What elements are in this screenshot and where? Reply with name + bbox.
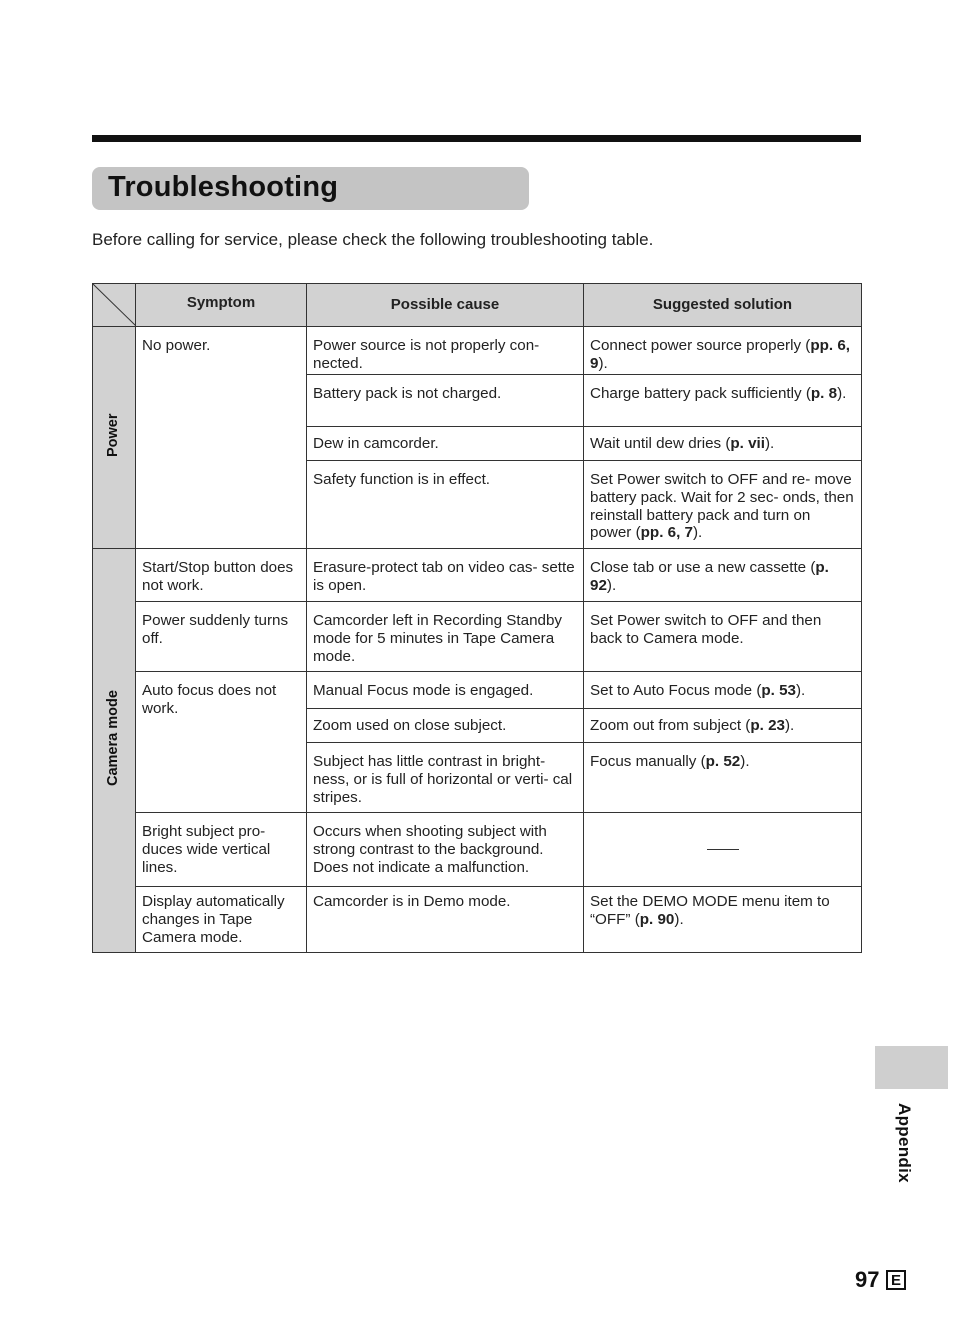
solution-text: Set Power switch to OFF and then back to Camera mode. [590, 612, 822, 647]
page-reference: pp. 6, 7 [640, 524, 693, 542]
solution-text-part: ). [837, 385, 847, 402]
solution-text [584, 709, 861, 735]
cause-text: Camcorder is in Demo mode. [313, 893, 511, 910]
solution-cell [584, 375, 862, 427]
table-row [93, 602, 862, 672]
table-row [93, 887, 862, 953]
table-row [93, 672, 862, 709]
solution-text-part: Connect power source properly ( [590, 337, 811, 354]
solution-text-part: ). [598, 354, 608, 372]
solution-cell [584, 709, 862, 743]
cause-cell [307, 813, 584, 887]
solution-text-part: ). [740, 753, 750, 770]
page-number: 97 [855, 1267, 880, 1292]
cause-cell [307, 461, 584, 549]
solution-cell-empty [584, 813, 862, 887]
cause-cell [307, 743, 584, 813]
category-power [93, 327, 136, 549]
category-camera-mode-label: Camera mode [105, 690, 121, 787]
solution-text [584, 461, 861, 542]
solution-text [584, 549, 861, 595]
symptom-text: Auto focus does not work. [142, 682, 277, 717]
solution-text-part: Close tab or use a new cassette ( [590, 559, 816, 576]
corner-diagonal [93, 284, 136, 326]
page-reference: p. vii [730, 435, 765, 452]
symptom-cell [136, 813, 307, 887]
header-possible-cause: Possible cause [307, 284, 584, 327]
solution-text [584, 887, 861, 929]
title-banner [92, 167, 529, 210]
cause-text: Battery pack is not charged. [313, 385, 502, 402]
category-power-label: Power [105, 413, 121, 458]
cause-text: Safety function is in effect. [313, 471, 491, 488]
language-mark: E [886, 1270, 906, 1290]
section-tab-label: Appendix [895, 1103, 914, 1183]
solution-text [584, 327, 861, 373]
solution-text [584, 743, 861, 771]
solution-cell [584, 602, 862, 672]
cause-cell [307, 427, 584, 461]
page-reference: p. 8 [810, 385, 838, 402]
header-suggested-solution: Suggested solution [584, 284, 862, 327]
symptom-cell [136, 549, 307, 602]
cause-cell [307, 887, 584, 953]
intro-text: Before calling for service, please check the following troubleshooting table. [92, 230, 654, 249]
symptom-text: Power suddenly turns off. [142, 612, 289, 647]
solution-text [584, 672, 861, 700]
cause-text: Occurs when shooting subject with strong contrast to the background. Does not indicate a malfunction. [313, 823, 547, 876]
page-reference: pp. 6, 9 [590, 337, 850, 372]
solution-text [584, 375, 861, 403]
solution-text-part: Set the DEMO MODE menu item to “OFF” ( [590, 893, 830, 928]
page-title: Troubleshooting [108, 171, 339, 203]
symptom-text: Bright subject pro- duces wide vertical lines. [142, 823, 271, 876]
solution-text-part: Set Power switch to OFF and re- move battery pack. Wait for 2 sec- onds, then reinstall battery pack and turn on power ( [590, 471, 854, 542]
troubleshooting-table [92, 283, 862, 953]
table-row [93, 549, 862, 602]
page-reference: p. 52 [705, 753, 741, 770]
page-reference: p. 90 [639, 910, 675, 928]
symptom-cell [136, 327, 307, 549]
symptom-cell [136, 887, 307, 953]
solution-text-part: ). [785, 717, 795, 734]
solution-text-part: ). [674, 910, 684, 928]
symptom-cell [136, 602, 307, 672]
cause-cell [307, 709, 584, 743]
header-symptom: Symptom [136, 284, 307, 327]
solution-text-part: Charge battery pack sufficiently ( [590, 385, 811, 402]
cause-cell [307, 549, 584, 602]
solution-text-part: ). [765, 435, 775, 452]
solution-text-part: Set to Auto Focus mode ( [590, 682, 762, 699]
cause-text: Dew in camcorder. [313, 435, 439, 452]
solution-cell [584, 887, 862, 953]
solution-cell [584, 549, 862, 602]
solution-text-part: Wait until dew dries ( [590, 435, 731, 452]
symptom-cell [136, 672, 307, 813]
cause-text: Manual Focus mode is engaged. [313, 682, 534, 699]
solution-cell [584, 743, 862, 813]
section-tab-marker [875, 1046, 948, 1089]
category-camera-mode [93, 549, 136, 953]
solution-text-part: ). [796, 682, 806, 699]
table-corner-cell [93, 284, 136, 327]
solution-text-part: ). [606, 576, 617, 594]
solution-cell [584, 427, 862, 461]
page-reference: p. 92 [590, 559, 829, 594]
solution-text-part: Zoom out from subject ( [590, 717, 751, 734]
symptom-text: Start/Stop button does not work. [142, 559, 294, 594]
cause-cell [307, 375, 584, 427]
table-row [93, 813, 862, 887]
page-reference: p. 53 [761, 682, 796, 699]
cause-cell [307, 327, 584, 375]
cause-text: Power source is not properly con- nected. [313, 337, 540, 372]
cause-text: Erasure-protect tab on video cas- sette is open. [313, 559, 575, 594]
table-row [93, 327, 862, 375]
solution-text-part: ). [692, 524, 703, 542]
solution-cell [584, 327, 862, 375]
cause-text: Zoom used on close subject. [313, 717, 507, 734]
solution-cell [584, 672, 862, 709]
solution-cell [584, 461, 862, 549]
page-reference: p. 23 [750, 717, 785, 734]
symptom-text: Display automatically changes in Tape Camera mode. [142, 893, 285, 946]
solution-text [584, 427, 861, 453]
cause-text: Camcorder left in Recording Standby mode for 5 minutes in Tape Camera mode. [313, 612, 563, 665]
top-rule [92, 135, 861, 142]
cause-cell [307, 602, 584, 672]
cause-cell [307, 672, 584, 709]
cause-text: Subject has little contrast in bright- ness, or is full of horizontal or verti- cal stripes. [313, 753, 573, 806]
symptom-text: No power. [142, 337, 211, 354]
no-solution-dash [707, 849, 739, 850]
solution-text-part: Focus manually ( [590, 753, 706, 770]
